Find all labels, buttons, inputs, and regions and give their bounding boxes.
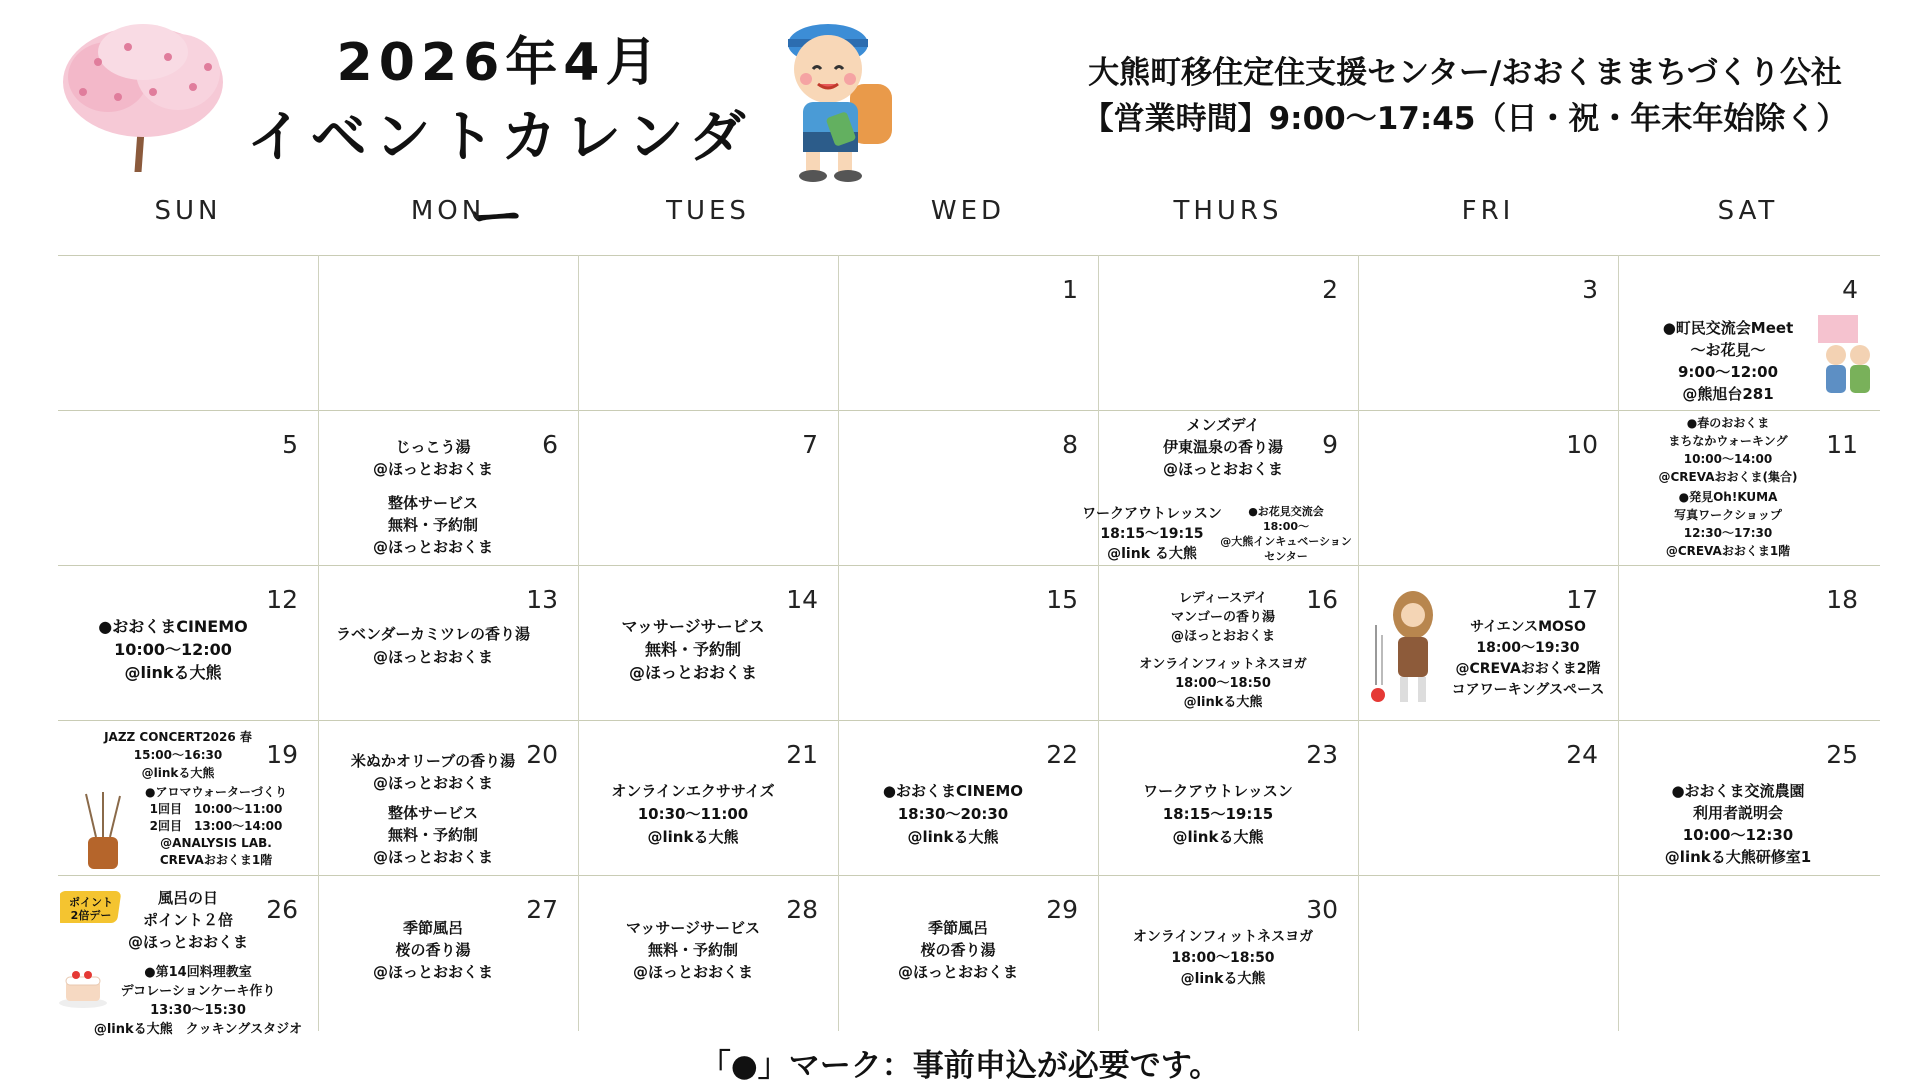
day-number: 24 [1566, 740, 1598, 769]
day-number: 20 [526, 740, 558, 769]
event-ladies-day: レディースデイ マンゴーの香り湯 @ほっとおおくま [1170, 591, 1275, 644]
hanami-couple-icon [1818, 315, 1878, 400]
event-science-moso: サイエンスMOSO 18:00～19:30 @CREVAおおくま2階 コアワーキングスペース [1451, 619, 1605, 698]
day-cell [838, 410, 1098, 565]
day-number: 13 [526, 585, 558, 614]
day-cell [1618, 565, 1878, 720]
weekday-fri: FRI [1461, 196, 1515, 226]
day-cell [578, 565, 838, 720]
day-number: 26 [266, 895, 298, 924]
day-number: 29 [1046, 895, 1078, 924]
event-workout-lesson: ワークアウトレッスン 18:15～19:15 @link る大熊 [1082, 506, 1222, 562]
event-cinemo: ●おおくまCINEMO 10:00～12:00 @linkる大熊 [98, 617, 248, 682]
day-number: 3 [1582, 275, 1598, 304]
day-cell [1358, 720, 1618, 875]
event-seasonal-bath-2: 季節風呂 桜の香り湯 @ほっとおおくま [897, 919, 1018, 981]
event-spring-walking: ●春のおおくま まちなかウォーキング 10:00～14:00 @CREVAおおくま(集合) [1658, 416, 1798, 484]
day-number: 22 [1046, 740, 1078, 769]
day-cell [838, 255, 1098, 410]
day-cell [318, 720, 578, 875]
day-cell [318, 410, 578, 565]
event-hanami-social: ●お花見交流会 18:00～ @大熊インキュベーション センター [1220, 505, 1352, 563]
weekday-tues: TUES [666, 196, 750, 226]
title-month: 2026年4月 [336, 33, 664, 93]
day-number: 9 [1322, 430, 1338, 459]
day-number: 12 [266, 585, 298, 614]
day-cell [1618, 720, 1878, 875]
reservation-note: 「●」マーク：事前申込が必要です。 [699, 1048, 1221, 1084]
weekday-mon: MON [410, 196, 486, 226]
event-workout-lesson-2: ワークアウトレッスン 18:15～19:15 @linkる大熊 [1143, 782, 1293, 846]
event-meet-hanami: ●町民交流会Meet ～お花見～ 9:00～12:00 @熊旭台281 [1662, 319, 1794, 403]
day-number: 10 [1566, 430, 1598, 459]
day-number: 4 [1842, 275, 1858, 304]
day-number: 27 [526, 895, 558, 924]
weekday-sun: SUN [154, 196, 222, 226]
weekday-sat: SAT [1717, 196, 1779, 226]
cherry-blossom-tree-icon [58, 22, 228, 172]
event-rice-bran-bath: 米ぬかオリーブの香り湯 @ほっとおおくま [350, 752, 516, 792]
day-cell [1082, 410, 1358, 565]
day-number: 11 [1826, 430, 1858, 459]
event-online-yoga-2: オンラインフィットネスヨガ 18:00～18:50 @linkる大熊 [1132, 929, 1314, 987]
day-cell [1618, 410, 1878, 565]
day-number: 6 [542, 430, 558, 459]
day-number: 7 [802, 430, 818, 459]
day-cell [578, 875, 838, 1030]
event-seitai-service: 整体サービス 無料・予約制 @ほっとおおくま [372, 494, 493, 556]
event-lavender-bath: ラベンダーカミツレの香り湯 @ほっとおおくま [335, 625, 531, 666]
calendar-grid [58, 255, 1880, 1037]
day-cell [1358, 410, 1618, 565]
event-cinemo-2: ●おおくまCINEMO 18:30～20:30 @linkる大熊 [882, 782, 1024, 846]
event-massage-service-2: マッサージサービス 無料・予約制 @ほっとおおくま [625, 919, 761, 981]
hiker-boy-icon [768, 14, 908, 184]
day-cell [1098, 565, 1358, 720]
event-aroma-water: ●アロマウォーターづくり 1回目 10:00～11:00 2回目 13:00～14:00 @ANALYSIS LAB. CREVAおおくま1階 [145, 785, 287, 867]
day-cell [1618, 255, 1878, 410]
organization-name: 大熊町移住定住支援センター/おおくままちづくり公社 [1088, 55, 1842, 91]
event-online-yoga: オンラインフィットネスヨガ 18:00～18:50 @linkる大熊 [1139, 657, 1307, 710]
title-event-calendar: イベントカレンダー [246, 105, 754, 250]
day-number: 30 [1306, 895, 1338, 924]
day-number: 5 [282, 430, 298, 459]
day-cell [1098, 255, 1358, 410]
day-cell [58, 410, 318, 565]
day-number: 28 [786, 895, 818, 924]
day-cell [1098, 875, 1358, 1030]
day-cell [318, 565, 578, 720]
weekday-header [58, 196, 1878, 226]
event-community-farm: ●おおくま交流農園 利用者説明会 10:00～12:30 @linkる大熊研修室1 [1664, 782, 1812, 866]
svg-text:2倍デー: 2倍デー [70, 909, 112, 922]
day-cell [1358, 565, 1618, 720]
aroma-diffuser-icon [78, 792, 128, 872]
event-seitai-service-2: 整体サービス 無料・予約制 @ほっとおおくま [372, 804, 493, 866]
day-number: 1 [1062, 275, 1078, 304]
day-number: 18 [1826, 585, 1858, 614]
event-massage-service: マッサージサービス 無料・予約制 @ほっとおおくま [621, 617, 765, 682]
weekday-wed: WED [930, 196, 1006, 226]
day-cell [58, 565, 318, 720]
weekday-thurs: THURS [1173, 196, 1283, 226]
event-cooking-class: ●第14回料理教室 デコレーションケーキ作り 13:30～15:30 @linkる大熊 クッキングスタジオ [93, 965, 303, 1037]
day-number: 16 [1306, 585, 1338, 614]
day-cell [578, 720, 838, 875]
svg-text:ポイント: ポイント [69, 896, 113, 909]
day-cell [838, 565, 1098, 720]
event-photo-workshop: ●発見Oh!KUMA 写真ワークショップ 12:30～17:30 @CREVAおおくま1階 [1665, 490, 1791, 558]
day-cell [1358, 255, 1618, 410]
day-number: 21 [786, 740, 818, 769]
day-cell [1098, 720, 1358, 875]
event-mens-day: メンズデイ 伊東温泉の香り湯 @ほっとおおくま [1162, 416, 1283, 478]
day-number: 23 [1306, 740, 1338, 769]
day-cell [838, 720, 1098, 875]
day-number: 17 [1566, 585, 1598, 614]
day-cell [58, 720, 318, 875]
day-number: 8 [1062, 430, 1078, 459]
event-seasonal-bath: 季節風呂 桜の香り湯 @ほっとおおくま [372, 919, 493, 981]
event-online-exercise: オンラインエクササイズ 10:30～11:00 @linkる大熊 [611, 782, 775, 846]
event-jikko-yu: じっこう湯 @ほっとおおくま [372, 438, 493, 478]
day-number: 14 [786, 585, 818, 614]
day-number: 25 [1826, 740, 1858, 769]
business-hours: 【営業時間】9:00～17:45（日・祝・年末年始除く） [1082, 101, 1848, 137]
day-cell [318, 875, 578, 1030]
day-number: 15 [1046, 585, 1078, 614]
day-number: 19 [266, 740, 298, 769]
organization-info [1040, 50, 1890, 142]
day-number: 2 [1322, 275, 1338, 304]
event-jazz-concert: JAZZ CONCERT2026 春 15:00～16:30 @linkる大熊 [104, 730, 252, 780]
day-cell [578, 410, 838, 565]
point-double-badge-icon [60, 887, 122, 927]
day-cell [838, 875, 1098, 1030]
event-bath-day: 風呂の日 ポイント２倍 @ほっとおおくま [128, 889, 249, 951]
day-cell [58, 875, 318, 1037]
